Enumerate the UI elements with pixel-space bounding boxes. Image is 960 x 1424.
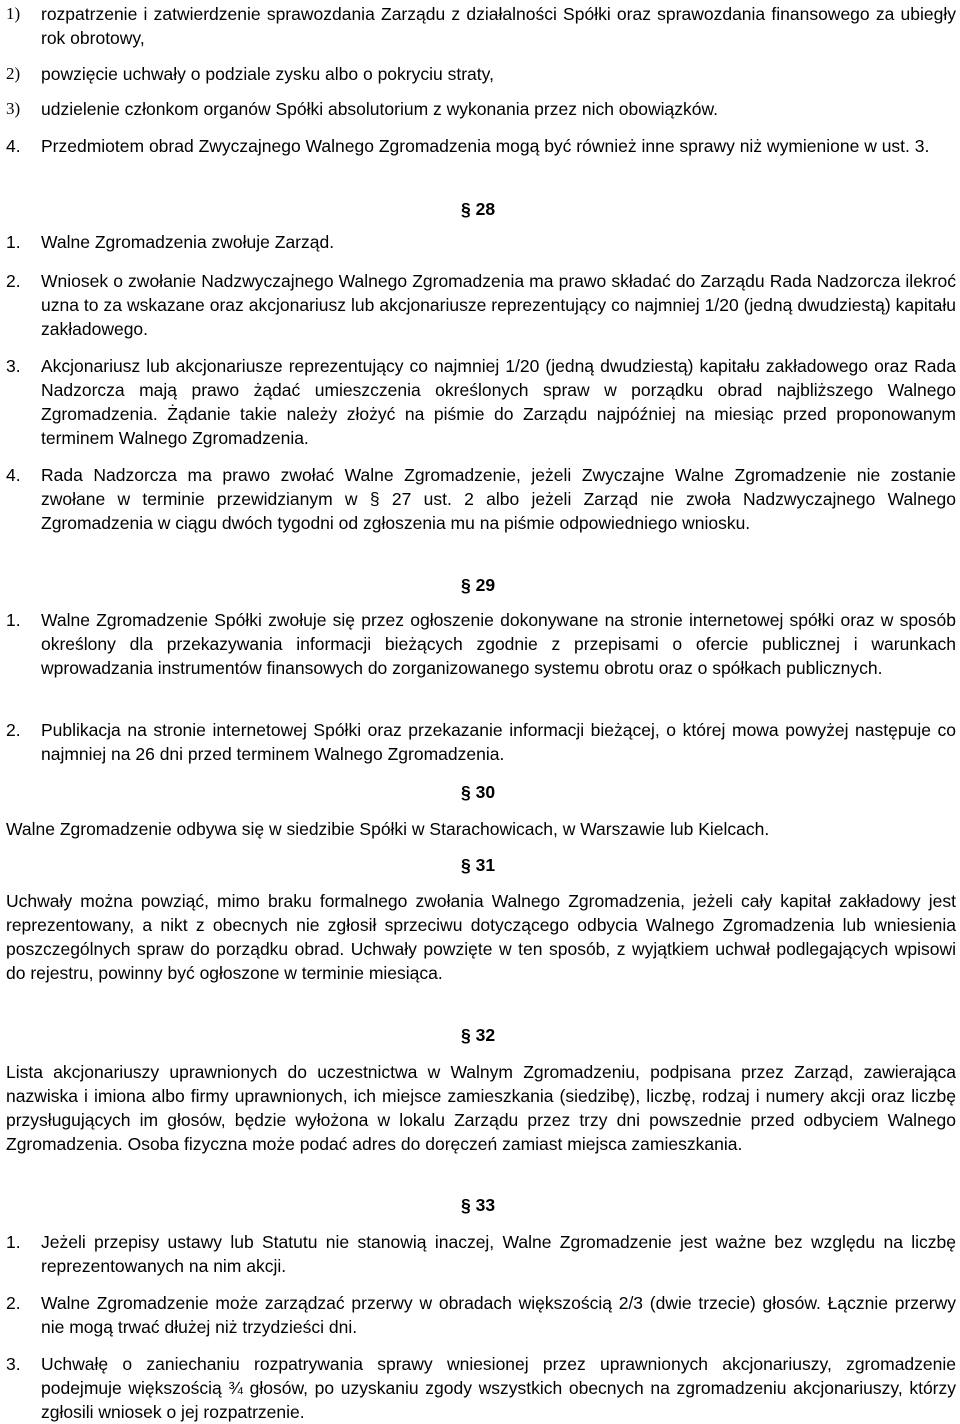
paragraph xyxy=(0,1060,956,1156)
section-heading-29: § 29 xyxy=(461,575,496,595)
section-heading-30: § 30 xyxy=(461,782,496,802)
paragraph-text: Walne Zgromadzenie odbywa się w siedzibie Spółki w Starachowicach, w Warszawie lub Kielcach. xyxy=(6,819,770,839)
section-heading-32: § 32 xyxy=(461,1025,496,1045)
paragraph xyxy=(0,889,956,985)
item-text: rozpatrzenie i zatwierdzenie sprawozdania Zarządu z działalności Spółki oraz sprawozdania finansowego za ubiegły rok obrotowy, xyxy=(41,4,956,48)
list-item xyxy=(0,269,956,341)
item-text: Jeżeli przepisy ustawy lub Statutu nie stanowią inaczej, Walne Zgromadzenie jest ważne bez względu na liczbę reprezentowanych na nim akcji. xyxy=(41,1232,956,1276)
list-item xyxy=(0,608,956,680)
item-number: 4. xyxy=(6,136,21,156)
item-number: 3. xyxy=(6,356,21,376)
item-text: udzielenie członkom organów Spółki absolutorium z wykonania przez nich obowiązków. xyxy=(41,99,719,119)
item-text: Walne Zgromadzenie może zarządzać przerwy w obradach większością 2/3 (dwie trzecie) głosów. Łącznie przerwy nie mogą trwać dłużej niż trzydzieści dni. xyxy=(41,1293,956,1337)
list-item xyxy=(0,2,956,50)
paragraph-text: Uchwały można powziąć, mimo braku formalnego zwołania Walnego Zgromadzenia, jeżeli cały kapitał zakładowy jest reprezentowany, a nikt z obecnych nie zgłosił sprzeciwu dotyczącego odbycia Walnego Zgromadzenia lub wniesienia poszczególnych spraw do porządku obrad. Uchwały powzięte w ten sposób, z wyjątkiem uchwał podlegających wpisowi do rejestru, powinny być ogłoszone w terminie miesiąca. xyxy=(6,891,956,983)
item-text: powzięcie uchwały o podziale zysku albo o pokryciu straty, xyxy=(41,64,494,84)
paragraph-text: Lista akcjonariuszy uprawnionych do uczestnictwa w Walnym Zgromadzeniu, podpisana przez Zarząd, zawierająca nazwiska i imiona albo firmy uprawnionych, ich miejsce zamieszkania (siedzibę), liczbę, rodzaj i numery akcji oraz liczbę przysługujących im głosów, będzie wyłożona w lokalu Zarządu przez trzy dni powszednie przed odbyciem Walnego Zgromadzenia. Osoba fizyczna może podać adres do doręczeń zamiast miejsca zamieszkania. xyxy=(6,1062,956,1154)
item-number: 2) xyxy=(6,64,21,83)
item-text: Walne Zgromadzenie Spółki zwołuje się przez ogłoszenie dokonywane na stronie internetowej spółki oraz w sposób określony dla przekazywania informacji bieżących zgodnie z przepisami o ofercie publicznej i warunkach wprowadzania instrumentów finansowych do zorganizowanego systemu obrotu oraz o spółkach publicznych. xyxy=(41,610,956,678)
list-item xyxy=(0,134,956,158)
item-text: Wniosek o zwołanie Nadzwyczajnego Walnego Zgromadzenia ma prawo składać do Zarządu Rada Nadzorcza ilekroć uzna to za wskazane oraz akcjonariusz lub akcjonariusze reprezentujący co najmniej 1/20 (jedną dwudziestą) kapitału zakładowego. xyxy=(41,271,956,339)
item-text: Uchwałę o zaniechaniu rozpatrywania sprawy wniesionej przez uprawnionych akcjonariuszy, zgromadzenie podejmuje większością ¾ głosów, po uzyskaniu zgody wszystkich obecnych na zgromadzeniu akcjonariuszy, którzy zgłosili wniosek o jej rozpatrzenie. xyxy=(41,1354,956,1422)
item-number: 3) xyxy=(6,99,21,118)
list-item xyxy=(0,718,956,766)
item-number: 1. xyxy=(6,232,21,252)
item-number: 3. xyxy=(6,1354,21,1374)
list-item xyxy=(0,1230,956,1278)
paragraph xyxy=(0,817,956,841)
list-item xyxy=(0,354,956,450)
list-item xyxy=(0,463,956,535)
item-number: 2. xyxy=(6,271,21,291)
section-heading-28: § 28 xyxy=(461,199,496,219)
item-number: 2. xyxy=(6,1293,21,1313)
list-item xyxy=(0,230,956,254)
list-item xyxy=(0,1291,956,1339)
item-number: 1. xyxy=(6,1232,21,1252)
section-heading-31: § 31 xyxy=(461,855,496,875)
item-number: 1. xyxy=(6,610,21,630)
section-heading-33: § 33 xyxy=(461,1195,496,1215)
item-text: Rada Nadzorcza ma prawo zwołać Walne Zgromadzenie, jeżeli Zwyczajne Walne Zgromadzenie nie zostanie zwołane w terminie przewidzianym w § 27 ust. 2 albo jeżeli Zarząd nie zwoła Nadzwyczajnego Walnego Zgromadzenia w ciągu dwóch tygodni od zgłoszenia mu na piśmie odpowiedniego wniosku. xyxy=(41,465,956,533)
item-number: 2. xyxy=(6,720,21,740)
item-text: Publikacja na stronie internetowej Spółki oraz przekazanie informacji bieżącej, o której mowa powyżej następuje co najmniej na 26 dni przed terminem Walnego Zgromadzenia. xyxy=(41,720,956,764)
item-text: Walne Zgromadzenia zwołuje Zarząd. xyxy=(41,232,335,252)
item-number: 4. xyxy=(6,465,21,485)
item-text: Przedmiotem obrad Zwyczajnego Walnego Zgromadzenia mogą być również inne sprawy niż wymienione w ust. 3. xyxy=(41,136,930,156)
item-text: Akcjonariusz lub akcjonariusze reprezentujący co najmniej 1/20 (jedną dwudziestą) kapitału zakładowego oraz Rada Nadzorcza mają prawo żądać umieszczenia określonych spraw w porządku obrad najbliższego Walnego Zgromadzenia. Żądanie takie należy złożyć na piśmie do Zarządu najpóźniej na miesiąc przed proponowanym terminem Walnego Zgromadzenia. xyxy=(41,356,956,448)
list-item xyxy=(0,97,956,121)
list-item xyxy=(0,62,956,86)
list-item xyxy=(0,1352,956,1424)
item-number: 1) xyxy=(6,4,21,23)
